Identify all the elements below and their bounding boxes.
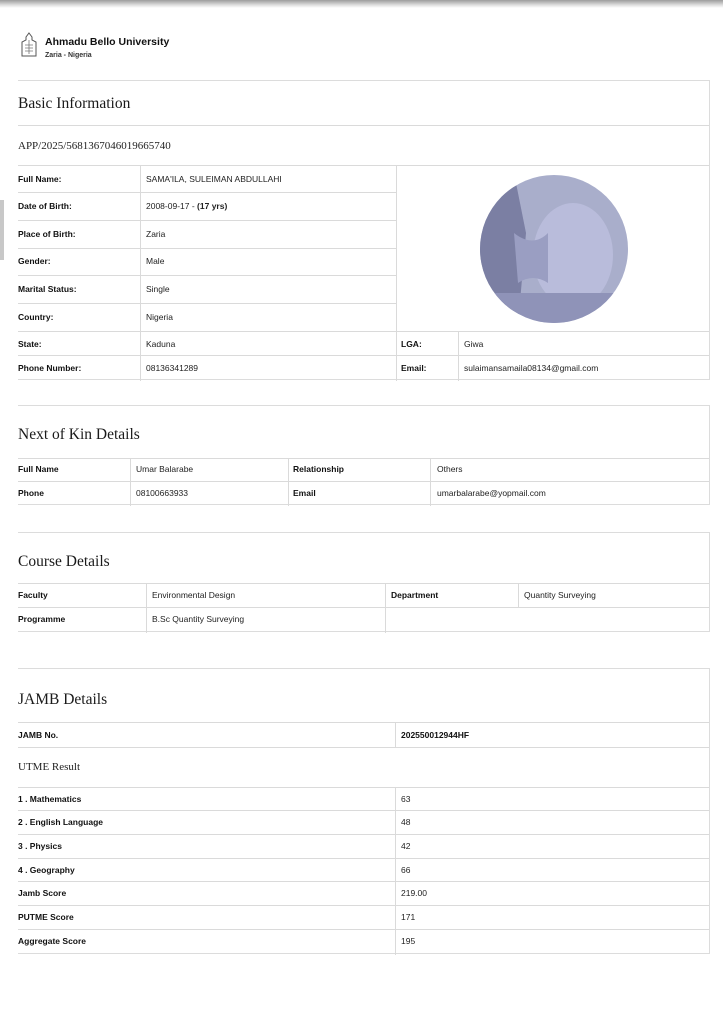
jamb-score-label: Jamb Score: [18, 888, 67, 898]
next-of-kin-section: [18, 405, 710, 505]
university-name: Ahmadu Bello University: [45, 36, 170, 48]
subject-mathematics-score: 63: [401, 794, 411, 804]
programme-label: Programme: [18, 614, 66, 624]
kin-relationship-value: Others: [437, 464, 463, 474]
kin-phone-label: Phone: [18, 488, 44, 498]
programme-value: B.Sc Quantity Surveying: [152, 614, 245, 624]
kin-fullname-value: Umar Balarabe: [136, 464, 194, 474]
department-label: Department: [391, 590, 439, 600]
scan-shadow: [0, 0, 723, 8]
kin-fullname-label: Full Name: [18, 464, 59, 474]
jamb-score-value: 219.00: [401, 888, 427, 898]
course-details-section: [18, 532, 710, 632]
subject-english-score: 48: [401, 817, 411, 827]
phone-label: Phone Number:: [18, 363, 82, 373]
fullname-label: Full Name:: [18, 174, 62, 184]
subject-physics-score: 42: [401, 841, 411, 851]
lga-value: Giwa: [464, 339, 484, 349]
jamb-details-section: [18, 668, 710, 954]
basic-info-section: [18, 80, 710, 380]
scan-mark: [0, 200, 4, 260]
basic-info-title: Basic Information: [18, 95, 131, 112]
fullname-value: SAMA'ILA, SULEIMAN ABDULLAHI: [146, 174, 282, 184]
kin-relationship-label: Relationship: [293, 464, 345, 474]
dob-label: Date of Birth:: [18, 201, 72, 211]
next-of-kin-title: Next of Kin Details: [18, 426, 140, 443]
aggregate-score-value: 195: [401, 936, 416, 946]
applicant-photo: [478, 173, 630, 325]
faculty-label: Faculty: [18, 590, 48, 600]
gender-label: Gender:: [18, 256, 51, 266]
applicant-photo-image: [478, 173, 630, 325]
putme-score-value: 171: [401, 912, 416, 922]
pob-value: Zaria: [146, 229, 166, 239]
university-logo-icon: [20, 32, 38, 58]
jamb-details-title: JAMB Details: [18, 691, 108, 708]
country-label: Country:: [18, 312, 54, 322]
application-id: APP/2025/5681367046019665740: [18, 140, 171, 152]
state-label: State:: [18, 339, 42, 349]
age-value: (17 yrs): [197, 201, 228, 211]
kin-email-value: umarbalarabe@yopmail.com: [437, 488, 546, 498]
country-value: Nigeria: [146, 312, 173, 322]
marital-status-label: Marital Status:: [18, 284, 77, 294]
subject-geography-label: 4 . Geography: [18, 865, 75, 875]
course-details-title: Course Details: [18, 553, 110, 570]
university-location: Zaria - Nigeria: [45, 52, 92, 59]
utme-result-title: UTME Result: [18, 761, 81, 773]
kin-email-label: Email: [293, 488, 316, 498]
marital-status-value: Single: [146, 284, 170, 294]
lga-label: LGA:: [401, 339, 422, 349]
department-value: Quantity Surveying: [524, 590, 596, 600]
subject-english-label: 2 . English Language: [18, 817, 104, 827]
faculty-value: Environmental Design: [152, 590, 236, 600]
kin-phone-value: 08100663933: [136, 488, 189, 498]
jamb-no-value: 202550012944HF: [401, 730, 470, 740]
phone-value: 08136341289: [146, 363, 199, 373]
gender-value: Male: [146, 256, 165, 266]
pob-label: Place of Birth:: [18, 229, 76, 239]
dob-value: 2008-09-17 - (17 yrs): [146, 201, 228, 211]
subject-physics-label: 3 . Physics: [18, 841, 62, 851]
aggregate-score-label: Aggregate Score: [18, 936, 87, 946]
subject-geography-score: 66: [401, 865, 411, 875]
state-value: Kaduna: [146, 339, 176, 349]
jamb-no-label: JAMB No.: [18, 730, 59, 740]
subject-mathematics-label: 1 . Mathematics: [18, 794, 82, 804]
email-label: Email:: [401, 363, 427, 373]
putme-score-label: PUTME Score: [18, 912, 74, 922]
email-value: sulaimansamaila08134@gmail.com: [464, 363, 599, 373]
